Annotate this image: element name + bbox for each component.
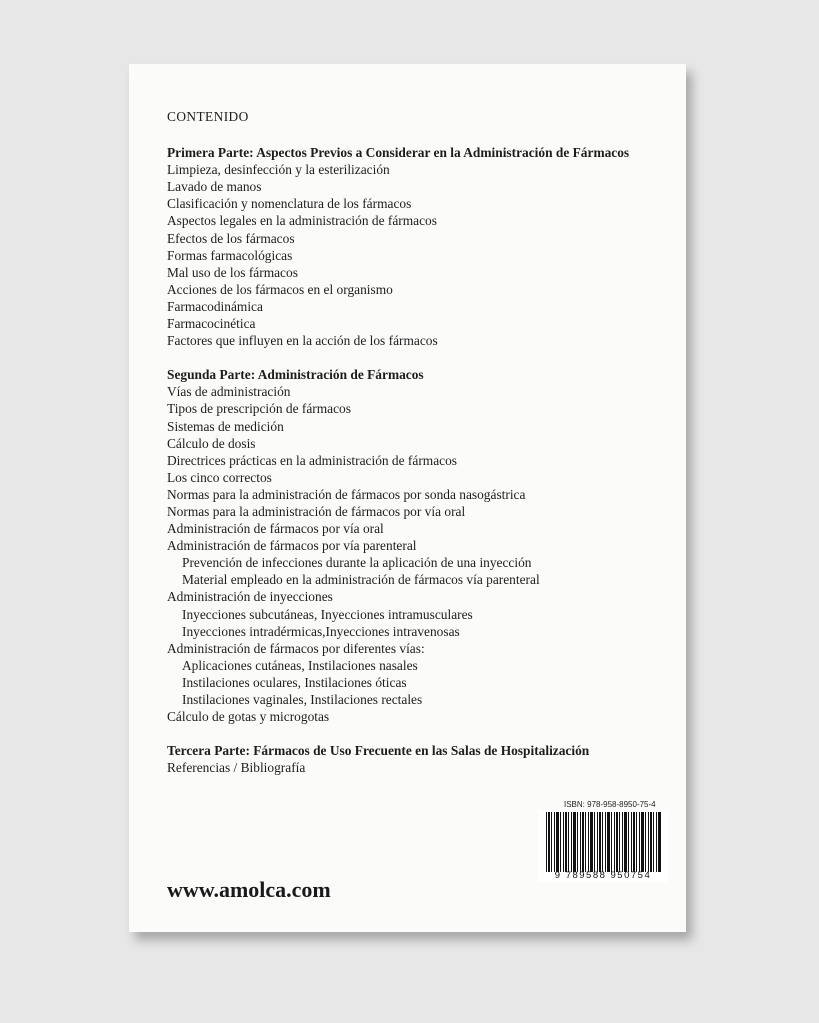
toc-subitem: Prevención de infecciones durante la aplicación de una inyección (182, 555, 532, 571)
part3-heading: Tercera Parte: Fármacos de Uso Frecuente en las Salas de Hospitalización (167, 743, 590, 759)
toc-item: Tipos de prescripción de fármacos (167, 401, 351, 417)
toc-item: Cálculo de dosis (167, 435, 256, 451)
toc-item: Farmacocinética (167, 316, 256, 332)
toc-item: Factores que influyen en la acción de los fármacos (167, 333, 438, 349)
toc-subitem: Instilaciones vaginales, Instilaciones rectales (182, 692, 423, 707)
toc-subitem: Instilaciones oculares, Instilaciones óticas (182, 674, 407, 690)
toc-item: Sistemas de medición (167, 418, 284, 434)
toc-item: Lavado de manos (167, 179, 262, 195)
barcode-digits: 9 789588 950754 (554, 870, 652, 881)
toc-subitem: Inyecciones subcutáneas, Inyecciones intramusculares (182, 606, 473, 622)
toc-item: Administración de inyecciones (167, 589, 333, 605)
barcode (538, 810, 668, 882)
toc-item: Vías de administración (167, 384, 291, 400)
toc-item: Formas farmacológicas (167, 247, 293, 263)
barcode-bars (546, 812, 661, 872)
toc-item: Limpieza, desinfección y la esterilización (167, 162, 390, 178)
part1-heading: Primera Parte: Aspectos Previos a Considerar en la Administración de Fármacos (167, 145, 630, 161)
toc-item: Acciones de los fármacos en el organismo (167, 281, 393, 297)
toc-item: Administración de fármacos por diferentes vías: (167, 640, 425, 656)
toc-item: Directrices prácticas en la administración de fármacos (167, 452, 457, 468)
toc-item: Cálculo de gotas y microgotas (167, 709, 330, 725)
toc-subitem: Aplicaciones cutáneas, Instilaciones nasales (182, 657, 418, 673)
toc-item: Administración de fármacos por vía parenteral (167, 538, 417, 554)
toc-item: Los cinco correctos (167, 469, 272, 485)
toc-item: Normas para la administración de fármacos por sonda nasogástrica (167, 486, 526, 502)
toc-item: Normas para la administración de fármacos por vía oral (167, 503, 466, 519)
contents-title: CONTENIDO (167, 109, 249, 124)
toc-item: Referencias / Bibliografía (167, 760, 306, 776)
toc-item: Clasificación y nomenclatura de los fármacos (167, 196, 412, 212)
publisher-website: www.amolca.com (167, 877, 331, 902)
table-of-contents (167, 108, 666, 776)
toc-item: Efectos de los fármacos (167, 230, 295, 246)
toc-item: Farmacodinámica (167, 298, 263, 314)
book-back-cover (129, 64, 686, 932)
toc-item: Administración de fármacos por vía oral (167, 521, 384, 537)
isbn-label: ISBN: 978-958-8950-75-4 (564, 800, 656, 809)
toc-item: Aspectos legales en la administración de fármacos (167, 213, 437, 229)
toc-subitem: Material empleado en la administración de fármacos vía parenteral (182, 572, 540, 588)
part2-heading: Segunda Parte: Administración de Fármacos (167, 367, 424, 383)
toc-item: Mal uso de los fármacos (167, 264, 298, 280)
toc-subitem: Inyecciones intradérmicas,Inyecciones intravenosas (182, 623, 460, 639)
